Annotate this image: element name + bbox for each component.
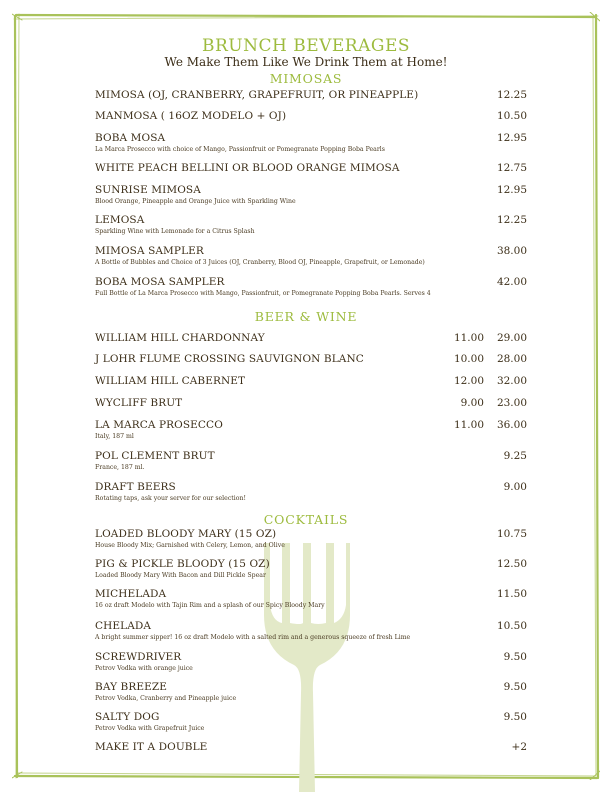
item-name: MAKE IT A DOUBLE <box>95 741 208 753</box>
item-name: SALTY DOG <box>95 711 160 723</box>
item-price: 12.50 <box>496 558 527 570</box>
bottle-price: 29.00 <box>496 332 527 344</box>
glass-price: 12.00 <box>453 375 484 387</box>
menu-item <box>95 184 535 206</box>
menu-item <box>95 741 535 754</box>
item-name: SUNRISE MIMOSA <box>95 184 201 196</box>
item-name: LA MARCA PROSECCO <box>95 419 223 431</box>
item-name: BOBA MOSA SAMPLER <box>95 276 225 288</box>
item-price: 12.25 <box>496 214 527 226</box>
item-price: 9.00 <box>503 481 527 493</box>
menu-title: BRUNCH BEVERAGES <box>201 36 411 56</box>
menu-tagline: We Make Them Like We Drink Them at Home! <box>164 55 448 69</box>
item-price: +2 <box>511 741 527 753</box>
menu-item <box>95 375 535 388</box>
item-price: 12.25 <box>496 89 527 101</box>
item-price: 10.50 <box>496 110 527 122</box>
item-price: 12.95 <box>496 132 527 144</box>
item-name: CHELADA <box>95 620 152 632</box>
glass-price: 9.00 <box>460 397 484 409</box>
item-name: MANMOSA ( 16OZ MODELO + OJ) <box>95 110 287 122</box>
menu-item <box>95 132 535 154</box>
section-heading-beer-wine: BEER & WINE <box>254 309 358 324</box>
menu-item <box>95 588 535 610</box>
item-price: 10.50 <box>496 620 527 632</box>
menu-item <box>95 397 535 410</box>
item-name: BOBA MOSA <box>95 132 166 144</box>
item-name: LEMOSA <box>95 214 145 226</box>
menu-item <box>95 110 535 123</box>
menu-item <box>95 558 535 580</box>
item-description: 16 oz draft Modelo with Tajin Rim and a splash of our Spicy Bloody Mary <box>95 602 325 609</box>
item-name: MIMOSA SAMPLER <box>95 245 204 257</box>
item-description: Sparkling Wine with Lemonade for a Citrus Splash <box>95 228 255 235</box>
item-name: BAY BREEZE <box>95 681 168 693</box>
item-name: MICHELADA <box>95 588 167 600</box>
item-description: Blood Orange, Pineapple and Orange Juice with Sparkling Wine <box>95 198 296 205</box>
item-name: WILLIAM HILL CHARDONNAY <box>95 332 265 344</box>
section-heading-mimosas: MIMOSAS <box>269 71 343 86</box>
item-description: House Bloody Mix; Garnished with Celery, Lemon, and Olive <box>95 542 285 549</box>
item-price: 12.95 <box>496 184 527 196</box>
item-description: A Bottle of Bubbles and Choice of 3 Juices (OJ, Cranberry, Blood OJ, Pineapple, Grapefruit, or Lemonade) <box>95 259 425 266</box>
item-name: PIG & PICKLE BLOODY (15 OZ) <box>95 558 270 570</box>
menu-item <box>95 681 535 703</box>
menu-item <box>95 162 535 175</box>
menu-item <box>95 620 535 642</box>
menu-item <box>95 528 535 550</box>
item-description: Italy, 187 ml <box>95 433 134 440</box>
menu-item <box>95 353 535 366</box>
item-price: 10.75 <box>496 528 527 540</box>
glass-price: 11.00 <box>453 332 484 344</box>
item-description: Petrov Vodka with orange juice <box>95 665 193 672</box>
item-name: DRAFT BEERS <box>95 481 176 493</box>
menu-item <box>95 214 535 236</box>
glass-price: 10.00 <box>453 353 484 365</box>
item-name: MIMOSA (OJ, CRANBERRY, GRAPEFRUIT, OR PINEAPPLE) <box>95 89 419 101</box>
glass-price: 11.00 <box>453 419 484 431</box>
menu-item <box>95 711 535 733</box>
item-description: Full Bottle of La Marca Prosecco with Mango, Passionfruit, or Pomegranate Popping Boba Pearls. Serves 4 <box>95 290 431 297</box>
item-description: France, 187 ml. <box>95 464 145 471</box>
item-price: 12.75 <box>496 162 527 174</box>
menu-item <box>95 651 535 673</box>
item-description: Petrov Vodka with Grapefruit Juice <box>95 725 205 732</box>
item-price: 9.50 <box>503 681 527 693</box>
menu-item <box>95 481 535 503</box>
item-name: J LOHR FLUME CROSSING SAUVIGNON BLANC <box>95 353 364 365</box>
item-description: La Marca Prosecco with choice of Mango, Passionfruit or Pomegranate Popping Boba Pearls <box>95 146 385 153</box>
item-price: 38.00 <box>496 245 527 257</box>
item-description: Rotating taps, ask your server for our selection! <box>95 495 246 502</box>
item-price: 9.50 <box>503 711 527 723</box>
bottle-price: 28.00 <box>496 353 527 365</box>
item-name: WHITE PEACH BELLINI OR BLOOD ORANGE MIMOSA <box>95 162 400 174</box>
item-name: WYCLIFF BRUT <box>95 397 183 409</box>
item-description: Loaded Bloody Mary With Bacon and Dill Pickle Spear <box>95 572 266 579</box>
menu-item <box>95 450 535 472</box>
item-name: SCREWDRIVER <box>95 651 182 663</box>
menu-item <box>95 276 535 298</box>
menu-item <box>95 89 535 102</box>
item-name: LOADED BLOODY MARY (15 OZ) <box>95 528 277 540</box>
menu-item <box>95 245 535 267</box>
item-price: 42.00 <box>496 276 527 288</box>
bottle-price: 23.00 <box>496 397 527 409</box>
item-price: 9.25 <box>503 450 527 462</box>
menu-item <box>95 332 535 345</box>
section-heading-cocktails: COCKTAILS <box>263 512 349 527</box>
item-name: WILLIAM HILL CABERNET <box>95 375 246 387</box>
item-name: POL CLEMENT BRUT <box>95 450 215 462</box>
bottle-price: 32.00 <box>496 375 527 387</box>
menu-item <box>95 419 535 441</box>
item-price: 9.50 <box>503 651 527 663</box>
item-description: A bright summer sipper! 16 oz draft Modelo with a salted rim and a generous squeeze of fresh Lime <box>95 634 411 641</box>
bottle-price: 36.00 <box>496 419 527 431</box>
item-description: Petrov Vodka, Cranberry and Pineapple juice <box>95 695 237 702</box>
item-price: 11.50 <box>496 588 527 600</box>
